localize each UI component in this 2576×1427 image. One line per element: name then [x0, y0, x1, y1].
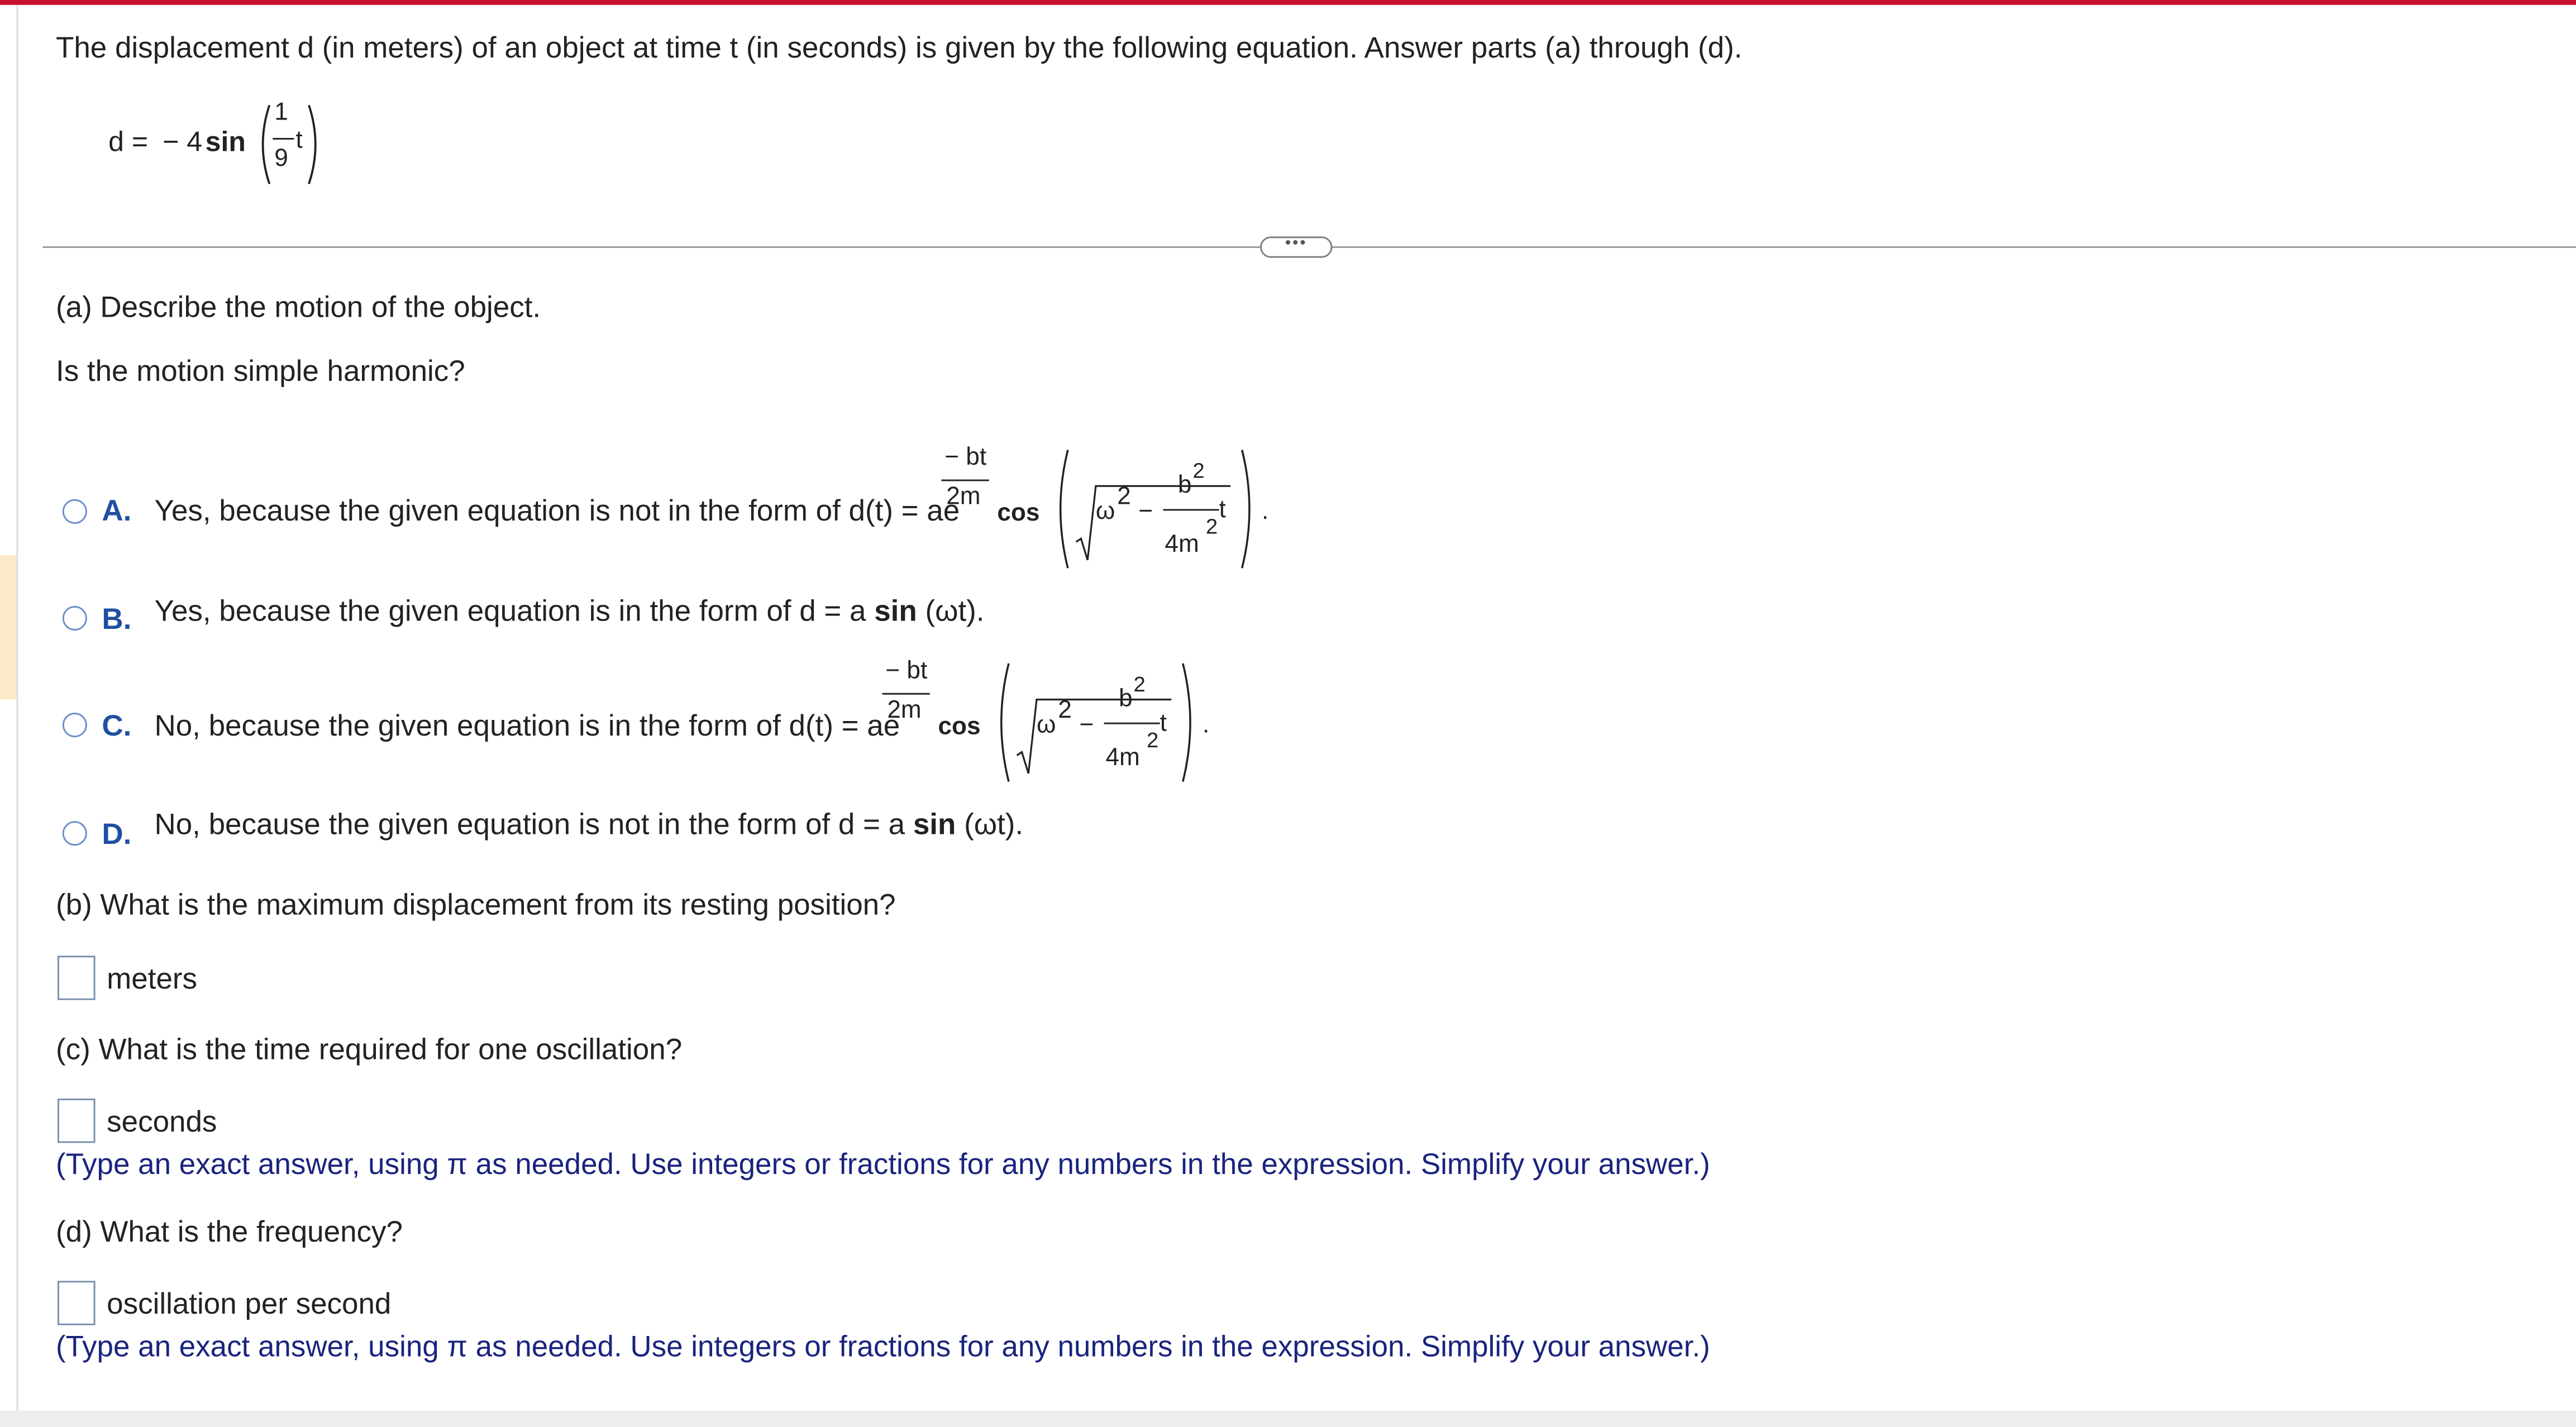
option-c-exp-bar: [882, 693, 929, 695]
equation-denominator: 9: [274, 144, 288, 173]
option-c-t: t: [1160, 709, 1167, 738]
option-a-minus: −: [1138, 497, 1153, 526]
more-options-button[interactable]: •••: [1260, 236, 1332, 257]
option-d-text: [154, 808, 1023, 843]
option-d-radio[interactable]: [63, 821, 87, 846]
option-d-text-after: (ωt).: [964, 808, 1024, 841]
option-c-letter: C.: [102, 709, 132, 742]
option-c-omega-sq: 2: [1058, 696, 1072, 724]
part-c-unit: seconds: [107, 1105, 217, 1138]
option-b-text-after: (ωt).: [925, 594, 985, 628]
part-a-question: Is the motion simple harmonic?: [56, 355, 465, 388]
option-a-exp-bar: [941, 480, 989, 481]
part-d-prompt: (d) What is the frequency?: [56, 1215, 403, 1248]
equation-parentheses: [256, 102, 322, 187]
option-a-exp-denominator: 2m: [946, 483, 981, 511]
option-a-func: cos: [997, 499, 1040, 527]
bottom-bar: [0, 1411, 2576, 1427]
option-c-radio[interactable]: [63, 713, 87, 737]
option-a-b: b: [1177, 471, 1192, 499]
option-b-letter: B.: [102, 603, 132, 636]
option-a-sqrt-group: [1053, 447, 1263, 571]
option-b-text-before: Yes, because the given equation is in the form of d = a: [154, 594, 866, 628]
equation-coefficient: − 4: [163, 126, 203, 158]
equation-lhs: d =: [108, 126, 149, 158]
option-b-radio[interactable]: [63, 606, 87, 631]
option-a-denominator: 4m: [1165, 530, 1199, 559]
option-c-b-sq: 2: [1133, 671, 1146, 696]
option-c-inner-bar: [1104, 723, 1160, 724]
part-d-hint: (Type an exact answer, using π as needed. Use integers or fractions for any numbers in the expression. Simplify your answer.): [56, 1330, 1710, 1363]
part-c-prompt: (c) What is the time required for one oscillation?: [56, 1033, 683, 1066]
option-a-den-sq: 2: [1205, 514, 1218, 539]
part-d-answer-input[interactable]: [58, 1281, 96, 1325]
option-a-radio[interactable]: [63, 499, 87, 524]
option-a-inner-bar: [1163, 509, 1219, 510]
option-d-text-before: No, because the given equation is not in the form of d = a: [154, 808, 905, 841]
part-a-prompt: (a) Describe the motion of the object.: [56, 290, 541, 324]
option-a-b-sq: 2: [1192, 458, 1205, 483]
option-a-text: Yes, because the given equation is not in the form of d(t) = ae: [154, 494, 960, 527]
option-c-minus: −: [1079, 711, 1094, 739]
option-c-sqrt-group: [994, 660, 1204, 785]
option-d-letter: D.: [102, 818, 132, 851]
option-a-period: .: [1261, 497, 1269, 526]
equation-func: sin: [205, 126, 246, 158]
option-c-b: b: [1119, 685, 1133, 713]
option-c-period: .: [1203, 711, 1210, 739]
option-a-t: t: [1219, 495, 1226, 524]
left-border: [16, 5, 18, 1411]
option-c-den-sq: 2: [1147, 727, 1159, 752]
part-c-answer-input[interactable]: [58, 1099, 96, 1143]
equation-variable: t: [295, 126, 303, 155]
option-c-exp-numerator: − bt: [885, 657, 928, 685]
option-c-func: cos: [938, 713, 981, 741]
option-d-func: sin: [913, 808, 956, 841]
option-c-text: No, because the given equation is in the form of d(t) = ae: [154, 709, 900, 742]
option-c-omega: ω: [1036, 711, 1056, 739]
equation-fraction-bar: [273, 138, 294, 140]
option-a-omega-sq: 2: [1117, 483, 1131, 511]
left-highlight-marker: [0, 555, 16, 700]
top-accent-bar: [0, 0, 2576, 5]
option-c-exp-denominator: 2m: [887, 696, 922, 724]
equation-numerator: 1: [274, 98, 288, 127]
part-c-hint: (Type an exact answer, using π as needed. Use integers or fractions for any numbers in the expression. Simplify your answer.): [56, 1148, 1710, 1181]
option-a-letter: A.: [102, 494, 132, 527]
problem-statement: The displacement d (in meters) of an object at time t (in seconds) is given by the following equation. Answer parts (a) through (d).: [56, 31, 1743, 64]
option-a-exp-numerator: − bt: [944, 443, 987, 471]
part-d-unit: oscillation per second: [107, 1287, 392, 1320]
part-b-prompt: (b) What is the maximum displacement from its resting position?: [56, 888, 896, 922]
option-b-text: [154, 594, 984, 629]
option-a-omega: ω: [1095, 497, 1115, 526]
part-b-unit: meters: [107, 962, 198, 995]
option-c-denominator: 4m: [1105, 743, 1140, 772]
part-b-answer-input[interactable]: [58, 956, 96, 1000]
option-b-func: sin: [874, 594, 917, 628]
